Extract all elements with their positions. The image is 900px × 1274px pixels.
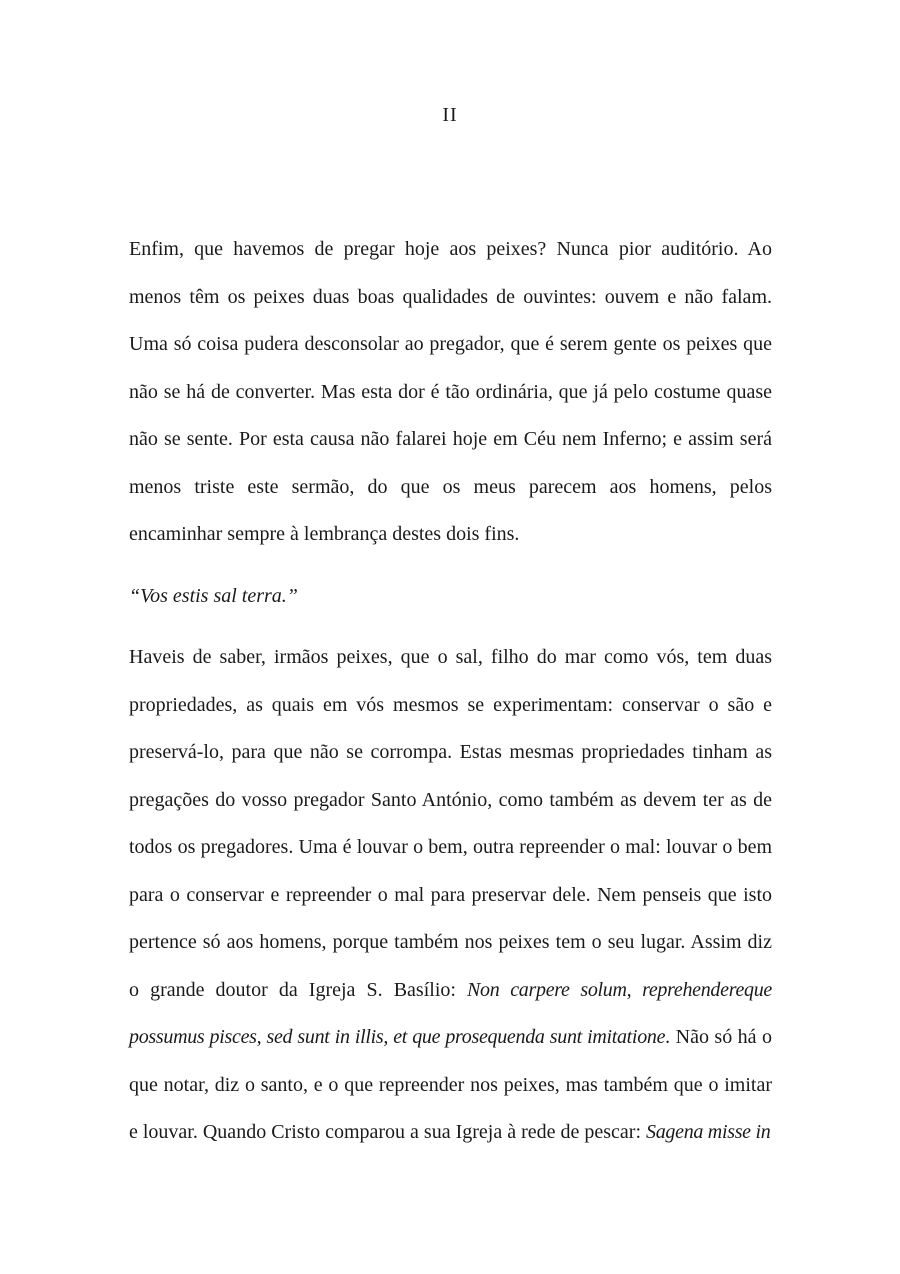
body-text <box>129 226 772 1157</box>
paragraph-1: Enfim, que havemos de pregar hoje aos peixes? Nunca pior auditório. Ao menos têm os peixes duas boas qualidades de ouvintes: ouvem e não falam. Uma só coisa pudera desconsolar ao pregador, que é serem gente os peixes que não se há de converter. Mas esta dor é tão ordinária, que já pelo costume quase não se sente. Por esta causa não falarei hoje em Céu nem Inferno; e assim será menos triste este sermão, do que os meus parecem aos homens, pelos encaminhar sempre à lembrança destes dois fins. <box>129 238 772 545</box>
latin-quote-sagena: Sagena misse in <box>646 1121 771 1143</box>
paragraph-2 <box>129 634 772 1157</box>
latin-epigraph: “Vos estis sal terra.” <box>129 584 298 607</box>
chapter-number: II <box>442 104 458 126</box>
paragraph-2-text-b: . Não só há o que notar, diz o santo, e o que repreender nos peixes, mas também que o imitar e louvar. Quando Cristo comparou a sua Igreja à rede de pescar: <box>129 1026 772 1143</box>
latin-quote-basil: Non carpere solum, reprehendereque possumus pisces, sed sunt in illis, et que prosequenda sunt imitatione <box>129 978 772 1048</box>
paragraph-2-text-a: Haveis de saber, irmãos peixes, que o sal, filho do mar como vós, tem duas propriedades, as quais em vós mesmos se experimentam: conservar o são e preservá-lo, para que não se corrompa. Estas mesmas propriedades tinham as pregações do vosso pregador Santo António, como também as devem ter as de todos os pregadores. Uma é louvar o bem, outra repreender o mal: louvar o bem para o conservar e repreender o mal para preservar dele. Nem penseis que isto pertence só aos homens, porque também nos peixes tem o seu lugar. Assim diz o grande doutor da Igreja S. Basílio: <box>129 646 772 1001</box>
